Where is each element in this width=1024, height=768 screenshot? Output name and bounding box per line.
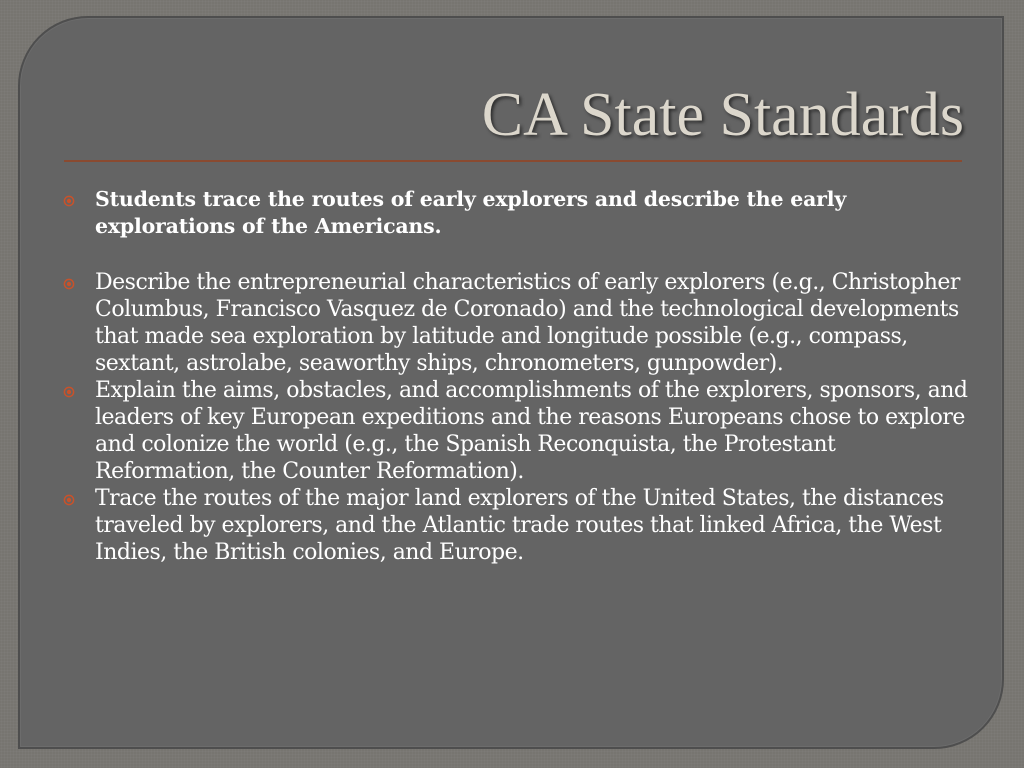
bullet-text: Students trace the routes of early explorers and describe the early explorations of the Americans. xyxy=(95,187,847,238)
title-divider xyxy=(64,160,962,162)
bullet-list xyxy=(62,186,972,566)
slide-title: CA State Standards xyxy=(481,81,964,149)
list-item xyxy=(62,377,972,485)
bullet-text: Trace the routes of the major land explorers of the United States, the distances traveled by explorers, and the Atlantic trade routes that linked Africa, the West Indies, the British colonies, and Europe. xyxy=(95,486,944,565)
list-item xyxy=(62,269,972,377)
circle-dot-bullet-icon xyxy=(63,494,75,506)
circle-dot-bullet-icon xyxy=(63,195,75,207)
bullet-text: Explain the aims, obstacles, and accomplishments of the explorers, sponsors, and leaders of key European expeditions and the reasons Europeans chose to explore and colonize the world (e.g., the Spanish Reconquista, the Protestant Reformation, the Counter Reformation). xyxy=(95,378,968,484)
list-item xyxy=(62,485,972,566)
circle-dot-bullet-icon xyxy=(63,386,75,398)
circle-dot-bullet-icon xyxy=(63,278,75,290)
bullet-text: Describe the entrepreneurial characteristics of early explorers (e.g., Christopher Columbus, Francisco Vasquez de Coronado) and the technological developments that made sea exploration by latitude and longitude possible (e.g., compass, sextant, astrolabe, seaworthy ships, chronometers, gunpowder). xyxy=(95,270,960,376)
list-item xyxy=(62,186,972,240)
